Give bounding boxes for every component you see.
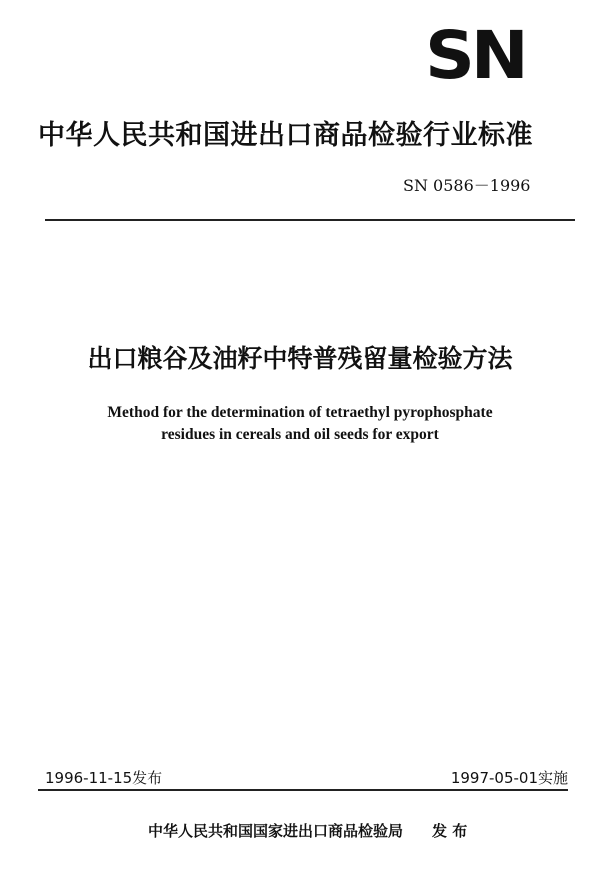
sn-logo: SN [425, 17, 525, 94]
document-title-chinese: 出口粮谷及油籽中特普残留量检验方法 [87, 344, 513, 373]
footer-divider [38, 789, 568, 791]
issue-date: 1996-11-15发布 [45, 769, 163, 787]
header-divider [45, 219, 575, 221]
issued-label: 发 布 [432, 822, 468, 840]
english-title-line-1: Method for the determination of tetraethyl pyrophosphate [107, 404, 493, 421]
document-title-english [0, 402, 600, 446]
implementation-date: 1997-05-01实施 [450, 769, 568, 787]
standard-number: SN 0586－1996 [403, 176, 531, 195]
english-title-line-2: residues in cereals and oil seeds for export [161, 426, 439, 443]
issuing-standard-category: 中华人民共和国进出口商品检验行业标准 [38, 120, 533, 151]
issuing-authority: 中华人民共和国国家进出口商品检验局 [148, 822, 404, 840]
